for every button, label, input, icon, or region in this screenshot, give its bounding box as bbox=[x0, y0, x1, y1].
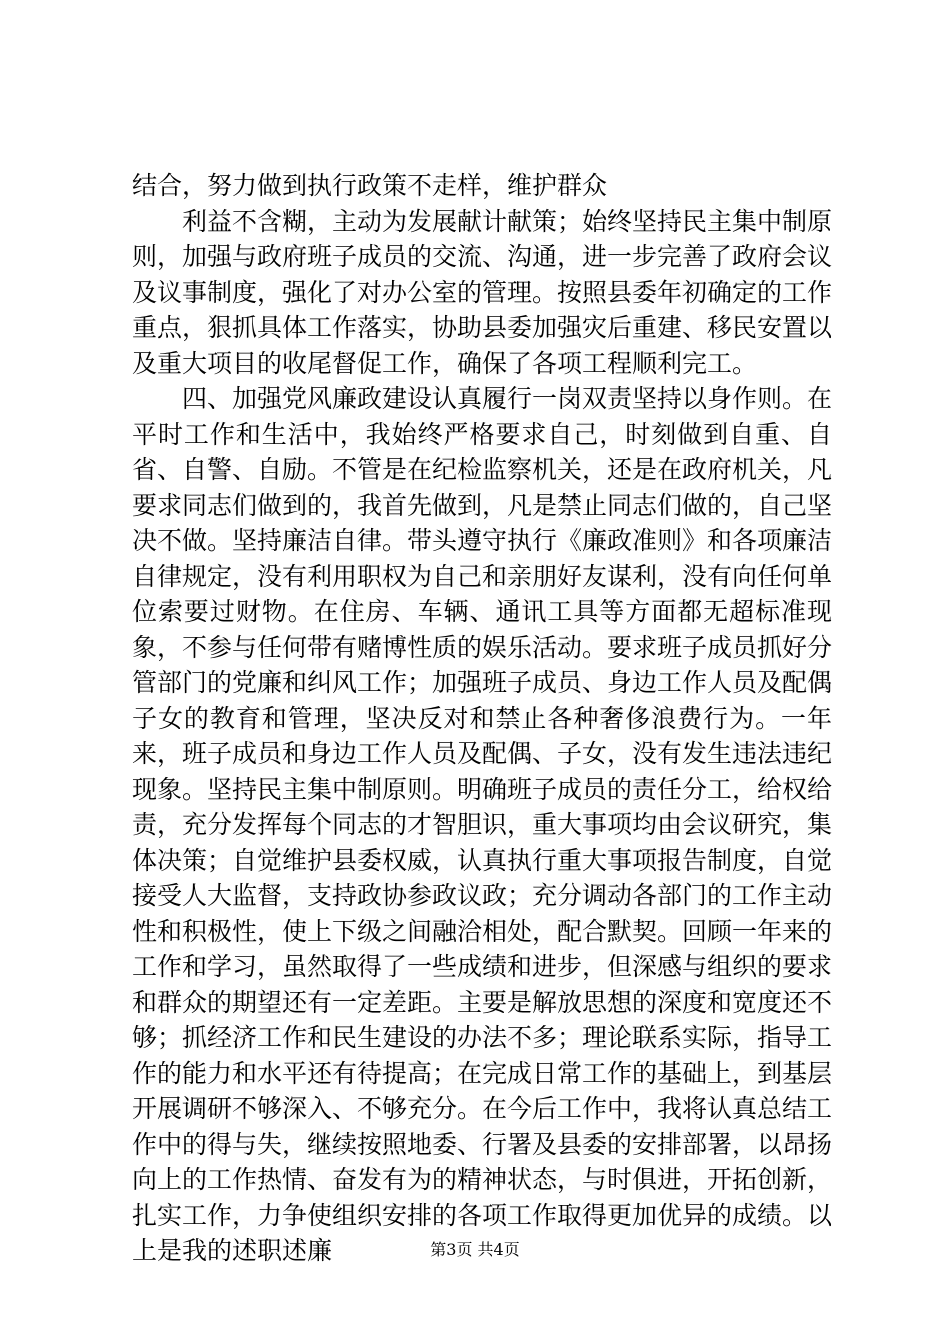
document-body bbox=[132, 168, 832, 1269]
paragraph-integrity-section: 四、加强党风廉政建设认真履行一岗双责坚持以身作则。在平时工作和生活中，我始终严格要求自己，时刻做到自重、自省、自警、自励。不管是在纪检监察机关，还是在政府机关，凡要求同志们做到的，我首先做到，凡是禁止同志们做的，自己坚决不做。坚持廉洁自律。带头遵守执行《廉政准则》和各项廉洁自律规定，没有利用职权为自己和亲朋好友谋利，没有向任何单位索要过财物。在住房、车辆、通讯工具等方面都无超标准现象，不参与任何带有赌博性质的娱乐活动。要求班子成员抓好分管部门的党廉和纠风工作；加强班子成员、身边工作人员及配偶子女的教育和管理，坚决反对和禁止各种奢侈浪费行为。一年来，班子成员和身边工作人员及配偶、子女，没有发生违法违纪现象。坚持民主集中制原则。明确班子成员的责任分工，给权给责，充分发挥每个同志的才智胆识，重大事项均由会议研究，集体决策；自觉维护县委权威，认真执行重大事项报告制度，自觉接受人大监督，支持政协参政议政；充分调动各部门的工作主动性和积极性，使上下级之间融洽相处，配合默契。回顾一年来的工作和学习，虽然取得了一些成绩和进步，但深感与组织的要求和群众的期望还有一定差距。主要是解放思想的深度和宽度还不够；抓经济工作和民生建设的办法不多；理论联系实际，指导工作的能力和水平还有待提高；在完成日常工作的基础上，到基层开展调研不够深入、不够充分。在今后工作中，我将认真总结工作中的得与失，继续按照地委、行署及县委的安排部署，以昂扬向上的工作热情、奋发有为的精神状态，与时俱进，开拓创新，扎实工作，力争使组织安排的各项工作取得更加优异的成绩。以上是我的述职述廉 bbox=[132, 384, 833, 1265]
paragraph-work-summary: 利益不含糊，主动为发展献计献策；始终坚持民主集中制原则，加强与政府班子成员的交流、沟通，进一步完善了政府会议及议事制度，强化了对办公室的管理。按照县委年初确定的工作重点，狠抓具体工作落实，协助县委加强灾后重建、移民安置以及重大项目的收尾督促工作，确保了各项工程顺利完工。 bbox=[132, 206, 833, 378]
page-footer bbox=[0, 1240, 950, 1260]
page-number-label: 第3页 共4页 bbox=[430, 1240, 520, 1259]
paragraph-continuation: 结合，努力做到执行政策不走样，维护群众 bbox=[132, 171, 608, 200]
